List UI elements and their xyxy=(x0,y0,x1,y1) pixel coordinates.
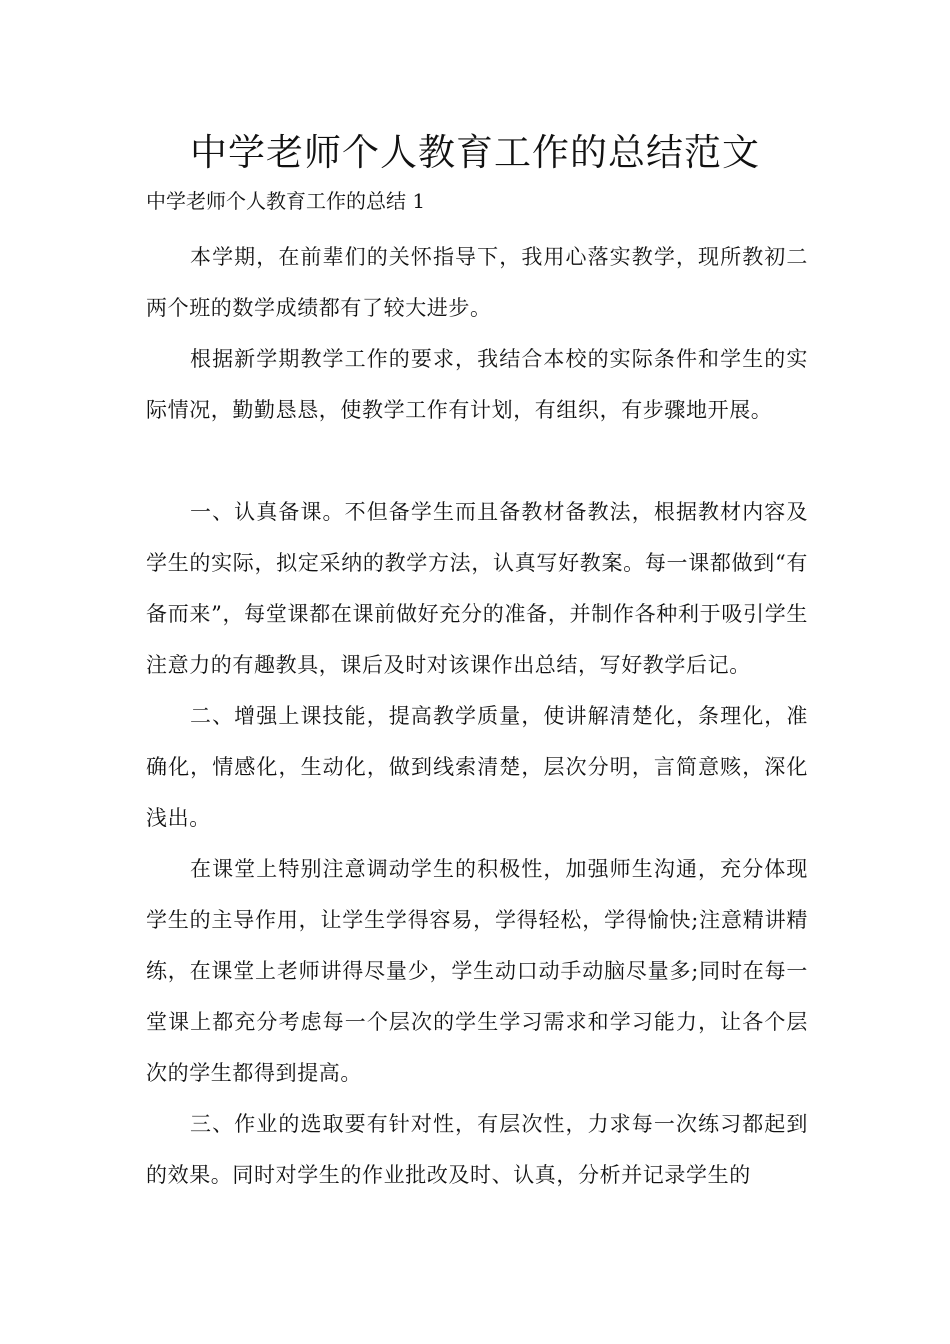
document-title: 中学老师个人教育工作的总结范文 xyxy=(190,131,760,174)
paragraph-lesson-prep: 一、认真备课。不但备学生而且备教材备教法，根据教材内容及学生的实际，拟定采纳的教学方法，认真写好教案。每一课都做到“有备而来”，每堂课都在课前做好充分的准备，并制作各种利于吸引学生注意力的有趣教具，课后及时对该课作出总结，写好教学后记。 xyxy=(146,500,808,677)
paragraph-spacer xyxy=(146,436,808,487)
section-heading: 中学老师个人教育工作的总结 1 xyxy=(146,189,426,213)
paragraph-intro: 本学期，在前辈们的关怀指导下，我用心落实教学，现所教初二两个班的数学成绩都有了较大进步。 xyxy=(146,245,808,320)
paragraph-plan: 根据新学期教学工作的要求，我结合本校的实际条件和学生的实际情况，勤勤恳恳，使教学工作有计划，有组织，有步骤地开展。 xyxy=(146,347,808,422)
document-body xyxy=(146,232,808,1201)
paragraph-homework: 三、作业的选取要有针对性，有层次性，力求每一次练习都起到的效果。同时对学生的作业批改及时、认真，分析并记录学生的 xyxy=(146,1112,808,1187)
paragraph-teaching-skills: 二、增强上课技能，提高教学质量，使讲解清楚化，条理化，准确化，情感化，生动化，做到线索清楚，层次分明，言简意赅，深化浅出。 xyxy=(146,704,808,830)
paragraph-classroom: 在课堂上特别注意调动学生的积极性，加强师生沟通，充分体现学生的主导作用，让学生学得容易，学得轻松，学得愉快;注意精讲精练，在课堂上老师讲得尽量少，学生动口动手动脑尽量多;同时在每一堂课上都充分考虑每一个层次的学生学习需求和学习能力，让各个层次的学生都得到提高。 xyxy=(146,857,808,1085)
